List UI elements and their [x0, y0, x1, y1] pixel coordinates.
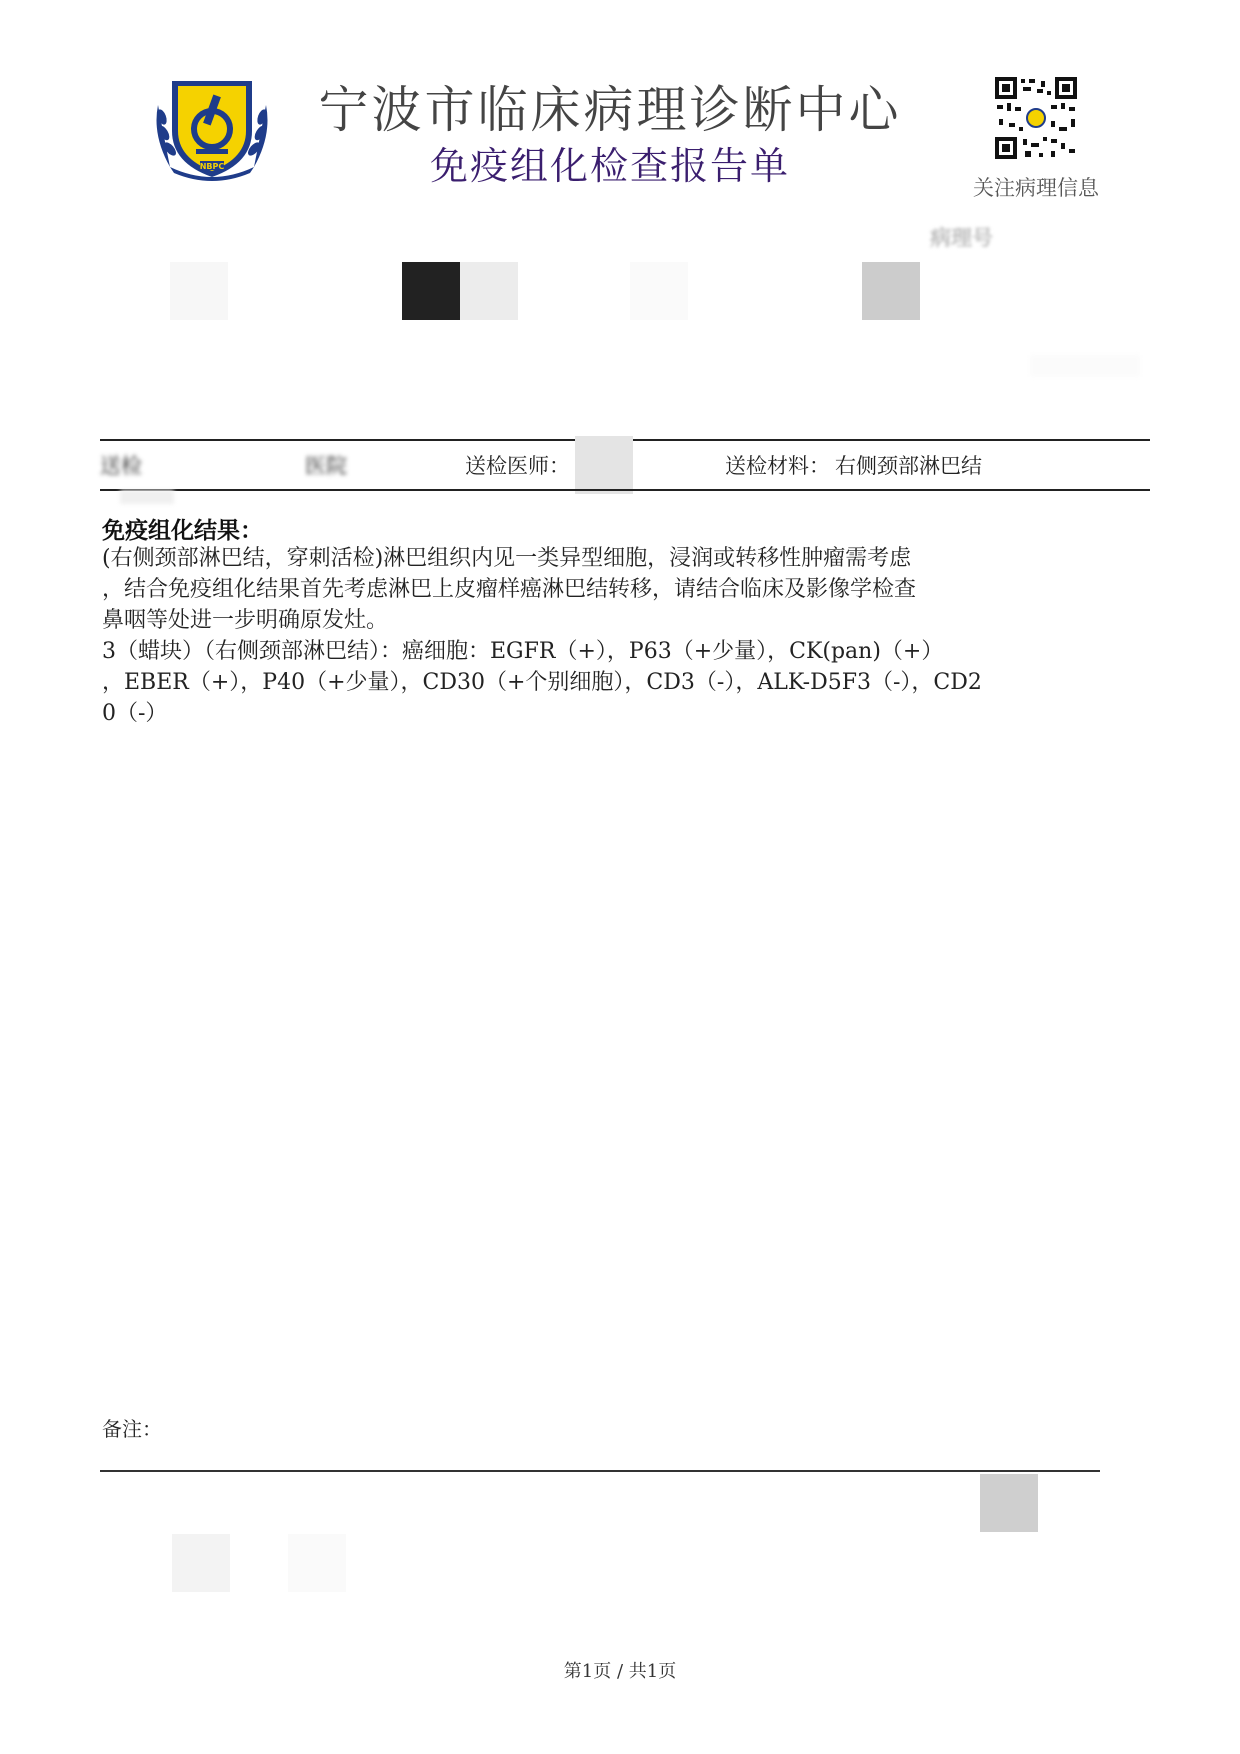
remark-label: 备注：: [102, 1417, 162, 1441]
nbpc-logo: [150, 75, 274, 183]
redaction-block: [172, 1534, 230, 1592]
result-line: ，结合免疫组化结果首先考虑淋巴上皮瘤样癌淋巴结转移，请结合临床及影像学检查: [102, 577, 917, 602]
redaction-block: [575, 436, 633, 494]
redaction-block: [120, 490, 174, 504]
pathology-number-label: 病理号: [930, 226, 993, 250]
redaction-block: [402, 262, 460, 320]
organization-name: 宁波市临床病理诊断中心: [318, 81, 902, 139]
redaction-block: [630, 262, 688, 320]
redaction-block: [288, 1534, 346, 1592]
redaction-block: [460, 262, 518, 320]
hospital-label: 医院: [305, 454, 347, 478]
qr-caption: 关注病理信息: [973, 176, 1099, 200]
material-label: 送检材料：: [725, 454, 830, 478]
redaction-block: [1030, 355, 1140, 377]
divider: [100, 489, 1150, 491]
doctor-label: 送检医师：: [465, 454, 570, 478]
qr-code: [995, 77, 1077, 159]
sender-label: 送检: [100, 454, 142, 478]
result-heading: 免疫组化结果：: [102, 517, 263, 544]
redaction-block: [980, 1474, 1038, 1532]
divider: [100, 1470, 1100, 1472]
result-line: ，EBER（+），P40（+少量），CD30（+个别细胞），CD3（-），ALK-D5F3（-），CD2: [102, 670, 982, 695]
result-line: (右侧颈部淋巴结，穿刺活检)淋巴组织内见一类异型细胞，浸润或转移性肿瘤需考虑: [102, 546, 912, 571]
result-line: 3（蜡块）（右侧颈部淋巴结）：癌细胞：EGFR（+），P63（+少量），CK(pan)（+）: [102, 639, 944, 664]
material-value: 右侧颈部淋巴结: [835, 454, 982, 478]
redaction-block: [862, 262, 920, 320]
page-number: 第1页 / 共1页: [563, 1661, 677, 1682]
result-body: [102, 543, 1002, 729]
redaction-block: [170, 262, 228, 320]
result-line: 鼻咽等处进一步明确原发灶。: [102, 608, 389, 633]
report-title: 免疫组化检查报告单: [429, 144, 790, 188]
svg-text:NBPC: NBPC: [199, 162, 225, 171]
result-line: 0（-）: [102, 701, 168, 726]
